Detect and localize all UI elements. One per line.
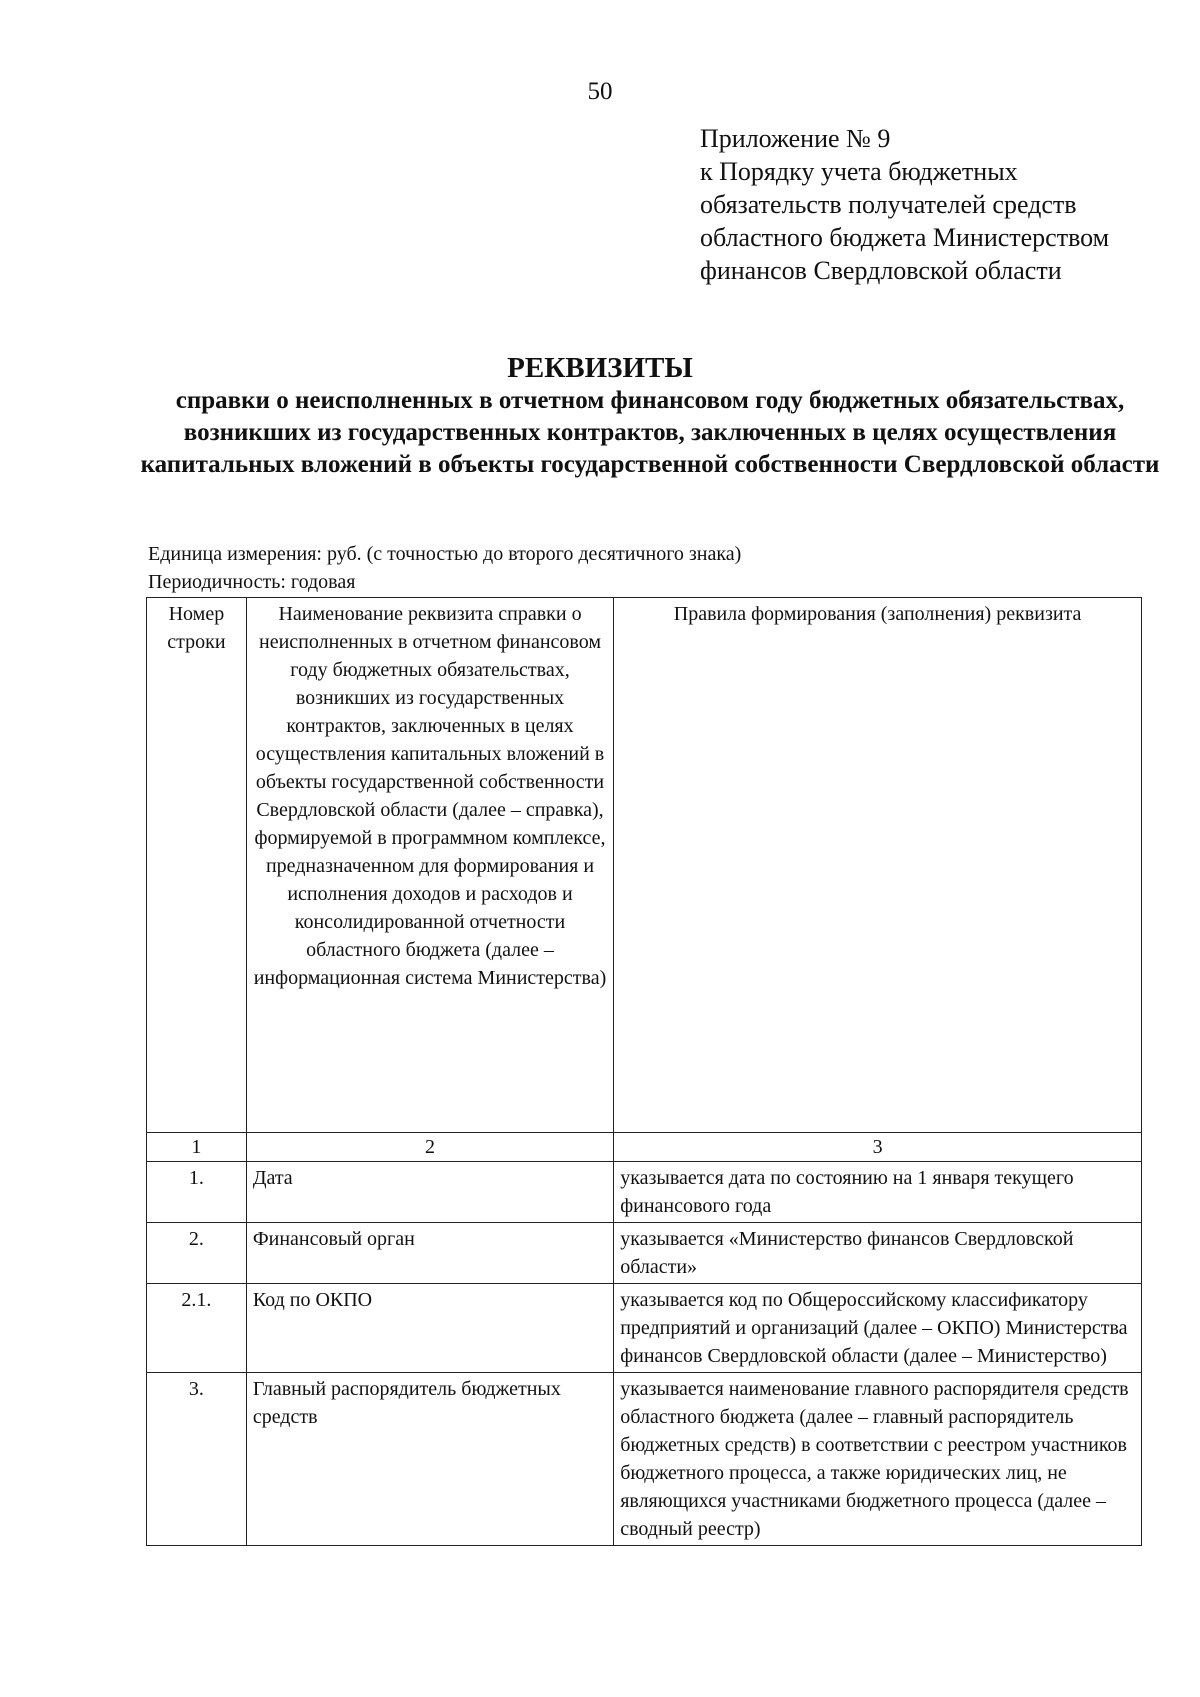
row-name: Дата (246, 1162, 613, 1223)
appendix-reference (700, 122, 1180, 287)
table-row (147, 1284, 1142, 1373)
row-rule: указывается дата по состоянию на 1 января текущего финансового года (614, 1162, 1142, 1223)
table-row (147, 1223, 1142, 1284)
row-name: Финансовый орган (246, 1223, 613, 1284)
appendix-line: областного бюджета Министерством (700, 223, 1110, 252)
appendix-line: к Порядку учета бюджетных (700, 157, 1018, 186)
column-number: 1 (147, 1133, 247, 1162)
document-title: РЕКВИЗИТЫ (507, 352, 693, 384)
row-name: Главный распорядитель бюджетных средств (246, 1373, 613, 1546)
page-number: 50 (587, 78, 613, 105)
table-row (147, 1162, 1142, 1223)
row-number: 2.1. (147, 1284, 247, 1373)
document-meta (148, 540, 1148, 596)
requisites-table (146, 597, 1142, 1546)
row-rule: указывается код по Общероссийскому классификатору предприятий и организаций (далее – ОКПО) Министерства финансов Свердловской области (далее – Министерство) (614, 1284, 1142, 1373)
row-number: 3. (147, 1373, 247, 1546)
header-number: Номер строки (147, 598, 247, 1133)
row-number: 2. (147, 1223, 247, 1284)
document-subtitle: справки о неисполненных в отчетном финансовом году бюджетных обязательствах, возникших из государственных контрактов, заключенных в целях осуществления капитальных вложений в объекты государственной собственности Свердловской области (140, 387, 1160, 478)
row-name: Код по ОКПО (246, 1284, 613, 1373)
periodicity: Периодичность: годовая (148, 571, 356, 593)
header-name: Наименование реквизита справки о неисполненных в отчетном финансовом году бюджетных обязательствах, возникших из государственных контрактов, заключенных в целях осуществления капитальных вложений в объекты государственной собственности Свердловской области (далее – справка), формируемой в программном комплексе, предназначенном для формирования и исполнения доходов и расходов и консолидированной отчетности областного бюджета (далее – информационная система Министерства) (246, 598, 613, 1133)
row-number: 1. (147, 1162, 247, 1223)
unit-of-measure: Единица измерения: руб. (с точностью до второго десятичного знака) (148, 543, 742, 565)
row-rule: указывается «Министерство финансов Свердловской области» (614, 1223, 1142, 1284)
header-rule: Правила формирования (заполнения) реквизита (614, 598, 1142, 1133)
table-row (147, 1373, 1142, 1546)
appendix-line: финансов Свердловской области (700, 256, 1062, 285)
appendix-line: обязательств получателей средств (700, 190, 1077, 219)
table-header-row (147, 598, 1142, 1133)
appendix-line: Приложение № 9 (700, 124, 891, 153)
column-number: 2 (246, 1133, 613, 1162)
column-number: 3 (614, 1133, 1142, 1162)
column-numbers-row (147, 1133, 1142, 1162)
row-rule: указывается наименование главного распорядителя средств областного бюджета (далее – главный распорядитель бюджетных средств) в соответствии с реестром участников бюджетного процесса, а также юридических лиц, не являющихся участниками бюджетного процесса (далее – сводный реестр) (614, 1373, 1142, 1546)
